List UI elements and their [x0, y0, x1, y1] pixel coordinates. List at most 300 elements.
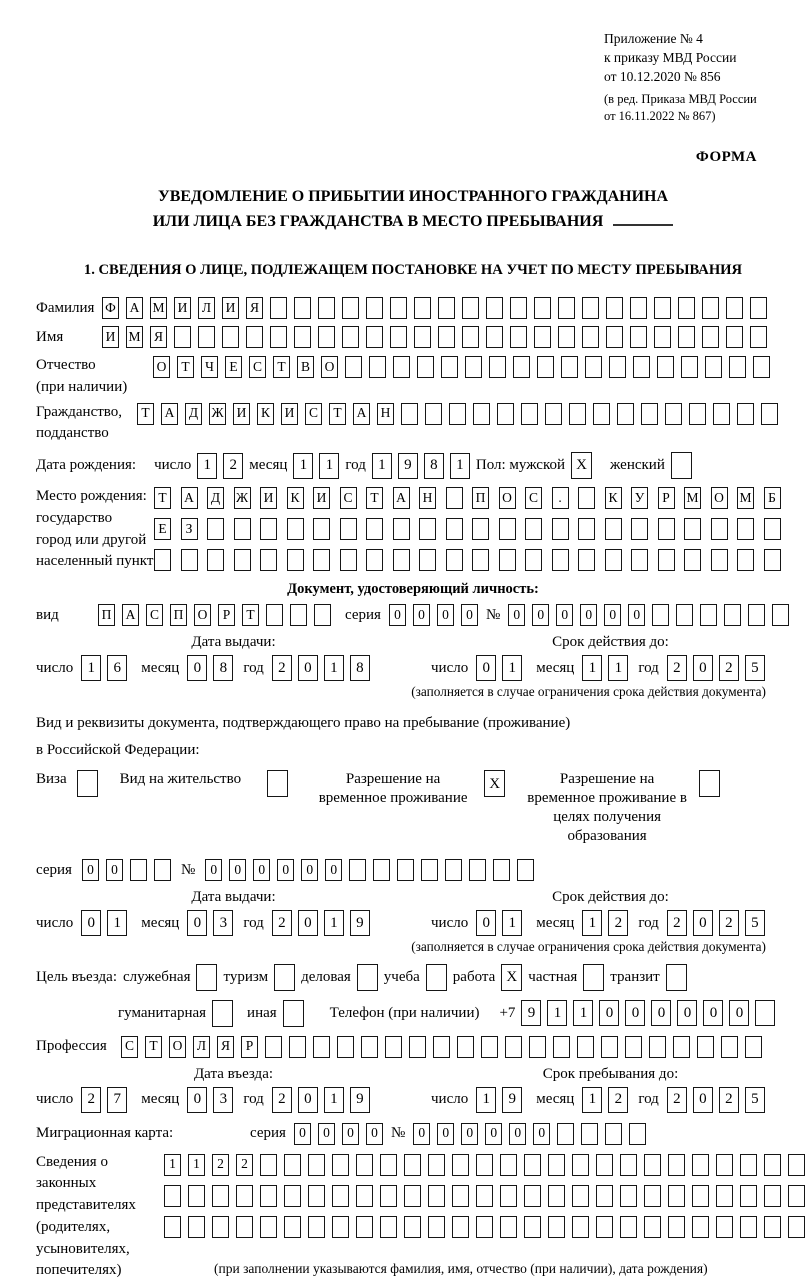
char-cell[interactable]: [476, 1185, 493, 1207]
char-cell[interactable]: [469, 859, 486, 881]
char-cell[interactable]: И: [313, 487, 330, 509]
char-cell[interactable]: 0: [509, 1123, 526, 1145]
temp-residence-edu-checkbox[interactable]: [699, 770, 720, 797]
char-cell[interactable]: [755, 1000, 775, 1026]
mig-number-cells[interactable]: [413, 1123, 646, 1145]
char-cell[interactable]: 2: [212, 1154, 229, 1176]
birthplace-cells-row3[interactable]: [154, 549, 781, 571]
char-cell[interactable]: [524, 1154, 541, 1176]
stay-month-cells[interactable]: [582, 1087, 628, 1113]
char-cell[interactable]: [390, 326, 407, 348]
permit-series-cells[interactable]: [82, 859, 171, 881]
char-cell[interactable]: [438, 297, 455, 319]
id-valid-year-cells[interactable]: [667, 655, 765, 681]
purpose-work-checkbox[interactable]: X: [501, 964, 522, 991]
char-cell[interactable]: [332, 1154, 349, 1176]
char-cell[interactable]: 0: [485, 1123, 502, 1145]
char-cell[interactable]: [313, 549, 330, 571]
char-cell[interactable]: [284, 1216, 301, 1238]
visa-checkbox[interactable]: [77, 770, 98, 797]
char-cell[interactable]: [713, 403, 730, 425]
legal-reps-cells-row3[interactable]: [164, 1216, 805, 1238]
char-cell[interactable]: [462, 297, 479, 319]
char-cell[interactable]: [534, 297, 551, 319]
char-cell[interactable]: [446, 549, 463, 571]
char-cell[interactable]: [332, 1216, 349, 1238]
char-cell[interactable]: 0: [187, 1087, 207, 1113]
char-cell[interactable]: [609, 356, 626, 378]
char-cell[interactable]: 2: [719, 910, 739, 936]
char-cell[interactable]: Д: [185, 403, 202, 425]
char-cell[interactable]: [524, 1185, 541, 1207]
char-cell[interactable]: А: [161, 403, 178, 425]
char-cell[interactable]: [164, 1185, 181, 1207]
birthplace-cells-row1[interactable]: [154, 487, 781, 509]
char-cell[interactable]: [572, 1154, 589, 1176]
char-cell[interactable]: [337, 1036, 354, 1058]
char-cell[interactable]: [445, 859, 462, 881]
id-valid-month-cells[interactable]: [582, 655, 628, 681]
char-cell[interactable]: [630, 297, 647, 319]
stay-day-cells[interactable]: [476, 1087, 522, 1113]
char-cell[interactable]: О: [711, 487, 728, 509]
char-cell[interactable]: 2: [719, 655, 739, 681]
char-cell[interactable]: [740, 1185, 757, 1207]
char-cell[interactable]: [414, 326, 431, 348]
char-cell[interactable]: 0: [366, 1123, 383, 1145]
char-cell[interactable]: [207, 518, 224, 540]
char-cell[interactable]: 0: [187, 655, 207, 681]
char-cell[interactable]: [692, 1216, 709, 1238]
char-cell[interactable]: 2: [272, 655, 292, 681]
char-cell[interactable]: [486, 297, 503, 319]
char-cell[interactable]: 1: [502, 655, 522, 681]
char-cell[interactable]: [721, 1036, 738, 1058]
char-cell[interactable]: [500, 1216, 517, 1238]
char-cell[interactable]: [737, 549, 754, 571]
birth-month-cells[interactable]: [293, 453, 339, 479]
char-cell[interactable]: [414, 297, 431, 319]
id-valid-day-cells[interactable]: [476, 655, 522, 681]
char-cell[interactable]: 0: [461, 604, 478, 626]
char-cell[interactable]: Я: [217, 1036, 234, 1058]
permit-issue-month-cells[interactable]: [187, 910, 233, 936]
char-cell[interactable]: [716, 1154, 733, 1176]
char-cell[interactable]: [561, 356, 578, 378]
char-cell[interactable]: 0: [413, 1123, 430, 1145]
char-cell[interactable]: [631, 518, 648, 540]
char-cell[interactable]: [342, 297, 359, 319]
char-cell[interactable]: Е: [225, 356, 242, 378]
char-cell[interactable]: [265, 1036, 282, 1058]
char-cell[interactable]: Д: [207, 487, 224, 509]
id-issue-year-cells[interactable]: [272, 655, 370, 681]
char-cell[interactable]: [633, 356, 650, 378]
char-cell[interactable]: 0: [532, 604, 549, 626]
char-cell[interactable]: [294, 326, 311, 348]
char-cell[interactable]: 0: [677, 1000, 697, 1026]
char-cell[interactable]: [401, 403, 418, 425]
id-series-cells[interactable]: [389, 604, 478, 626]
char-cell[interactable]: [500, 1154, 517, 1176]
char-cell[interactable]: [534, 326, 551, 348]
char-cell[interactable]: 1: [324, 1087, 344, 1113]
birth-year-cells[interactable]: [372, 453, 470, 479]
char-cell[interactable]: Т: [137, 403, 154, 425]
char-cell[interactable]: [481, 1036, 498, 1058]
id-number-cells[interactable]: [508, 604, 789, 626]
purpose-other-checkbox[interactable]: [283, 1000, 304, 1027]
char-cell[interactable]: 1: [164, 1154, 181, 1176]
char-cell[interactable]: [593, 403, 610, 425]
char-cell[interactable]: [361, 1036, 378, 1058]
char-cell[interactable]: .: [552, 487, 569, 509]
char-cell[interactable]: [236, 1216, 253, 1238]
char-cell[interactable]: [188, 1185, 205, 1207]
char-cell[interactable]: [174, 326, 191, 348]
char-cell[interactable]: [510, 297, 527, 319]
id-issue-day-cells[interactable]: [81, 655, 127, 681]
char-cell[interactable]: [428, 1185, 445, 1207]
char-cell[interactable]: 0: [533, 1123, 550, 1145]
char-cell[interactable]: [596, 1154, 613, 1176]
char-cell[interactable]: [236, 1185, 253, 1207]
char-cell[interactable]: Т: [154, 487, 171, 509]
char-cell[interactable]: 2: [667, 910, 687, 936]
char-cell[interactable]: [510, 326, 527, 348]
char-cell[interactable]: [446, 487, 463, 509]
char-cell[interactable]: [673, 1036, 690, 1058]
char-cell[interactable]: [569, 403, 586, 425]
char-cell[interactable]: [287, 549, 304, 571]
char-cell[interactable]: [596, 1185, 613, 1207]
char-cell[interactable]: С: [121, 1036, 138, 1058]
char-cell[interactable]: 0: [298, 655, 318, 681]
char-cell[interactable]: Т: [366, 487, 383, 509]
char-cell[interactable]: 0: [651, 1000, 671, 1026]
char-cell[interactable]: [692, 1185, 709, 1207]
char-cell[interactable]: [290, 604, 307, 626]
char-cell[interactable]: [446, 518, 463, 540]
char-cell[interactable]: [745, 1036, 762, 1058]
char-cell[interactable]: [605, 549, 622, 571]
id-issue-month-cells[interactable]: [187, 655, 233, 681]
char-cell[interactable]: [753, 356, 770, 378]
birth-day-cells[interactable]: [197, 453, 243, 479]
char-cell[interactable]: [524, 1216, 541, 1238]
char-cell[interactable]: [198, 326, 215, 348]
char-cell[interactable]: [652, 604, 669, 626]
char-cell[interactable]: [537, 356, 554, 378]
char-cell[interactable]: 0: [298, 910, 318, 936]
char-cell[interactable]: [582, 297, 599, 319]
char-cell[interactable]: [404, 1154, 421, 1176]
char-cell[interactable]: [340, 518, 357, 540]
char-cell[interactable]: [529, 1036, 546, 1058]
char-cell[interactable]: [486, 326, 503, 348]
char-cell[interactable]: Н: [419, 487, 436, 509]
char-cell[interactable]: 0: [461, 1123, 478, 1145]
char-cell[interactable]: [308, 1216, 325, 1238]
char-cell[interactable]: [473, 403, 490, 425]
char-cell[interactable]: 3: [213, 910, 233, 936]
purpose-study-checkbox[interactable]: [426, 964, 447, 991]
char-cell[interactable]: 0: [729, 1000, 749, 1026]
char-cell[interactable]: [393, 518, 410, 540]
char-cell[interactable]: [438, 326, 455, 348]
char-cell[interactable]: [452, 1216, 469, 1238]
char-cell[interactable]: Т: [177, 356, 194, 378]
char-cell[interactable]: П: [98, 604, 115, 626]
char-cell[interactable]: [234, 518, 251, 540]
char-cell[interactable]: [356, 1185, 373, 1207]
char-cell[interactable]: П: [170, 604, 187, 626]
char-cell[interactable]: [697, 1036, 714, 1058]
char-cell[interactable]: [657, 356, 674, 378]
char-cell[interactable]: [678, 297, 695, 319]
char-cell[interactable]: [499, 549, 516, 571]
permit-valid-month-cells[interactable]: [582, 910, 628, 936]
char-cell[interactable]: 1: [582, 910, 602, 936]
char-cell[interactable]: [397, 859, 414, 881]
char-cell[interactable]: [366, 326, 383, 348]
char-cell[interactable]: [369, 356, 386, 378]
char-cell[interactable]: М: [737, 487, 754, 509]
char-cell[interactable]: [582, 326, 599, 348]
char-cell[interactable]: Р: [218, 604, 235, 626]
char-cell[interactable]: [625, 1036, 642, 1058]
char-cell[interactable]: У: [631, 487, 648, 509]
char-cell[interactable]: [465, 356, 482, 378]
char-cell[interactable]: [417, 356, 434, 378]
char-cell[interactable]: 2: [719, 1087, 739, 1113]
char-cell[interactable]: О: [194, 604, 211, 626]
char-cell[interactable]: [630, 326, 647, 348]
char-cell[interactable]: [711, 549, 728, 571]
char-cell[interactable]: [676, 604, 693, 626]
char-cell[interactable]: [525, 549, 542, 571]
surname-cells[interactable]: [102, 297, 767, 319]
char-cell[interactable]: 5: [745, 655, 765, 681]
char-cell[interactable]: [577, 1036, 594, 1058]
char-cell[interactable]: 0: [604, 604, 621, 626]
char-cell[interactable]: 0: [476, 655, 496, 681]
char-cell[interactable]: 0: [298, 1087, 318, 1113]
char-cell[interactable]: [476, 1216, 493, 1238]
char-cell[interactable]: Т: [145, 1036, 162, 1058]
char-cell[interactable]: [393, 549, 410, 571]
char-cell[interactable]: 2: [608, 910, 628, 936]
char-cell[interactable]: [441, 356, 458, 378]
char-cell[interactable]: [764, 549, 781, 571]
char-cell[interactable]: 1: [476, 1087, 496, 1113]
char-cell[interactable]: [404, 1216, 421, 1238]
char-cell[interactable]: [558, 326, 575, 348]
char-cell[interactable]: К: [287, 487, 304, 509]
char-cell[interactable]: 7: [107, 1087, 127, 1113]
char-cell[interactable]: [578, 487, 595, 509]
char-cell[interactable]: 0: [277, 859, 294, 881]
char-cell[interactable]: [489, 356, 506, 378]
char-cell[interactable]: [631, 549, 648, 571]
char-cell[interactable]: 0: [342, 1123, 359, 1145]
char-cell[interactable]: [472, 518, 489, 540]
char-cell[interactable]: [572, 1185, 589, 1207]
char-cell[interactable]: [342, 326, 359, 348]
char-cell[interactable]: 2: [667, 655, 687, 681]
char-cell[interactable]: [548, 1185, 565, 1207]
char-cell[interactable]: [665, 403, 682, 425]
char-cell[interactable]: 1: [293, 453, 313, 479]
char-cell[interactable]: [366, 518, 383, 540]
char-cell[interactable]: 1: [582, 655, 602, 681]
char-cell[interactable]: [366, 297, 383, 319]
char-cell[interactable]: [390, 297, 407, 319]
char-cell[interactable]: 0: [413, 604, 430, 626]
char-cell[interactable]: К: [605, 487, 622, 509]
char-cell[interactable]: А: [181, 487, 198, 509]
char-cell[interactable]: 1: [319, 453, 339, 479]
char-cell[interactable]: [164, 1216, 181, 1238]
char-cell[interactable]: 0: [106, 859, 123, 881]
char-cell[interactable]: [505, 1036, 522, 1058]
char-cell[interactable]: 0: [294, 1123, 311, 1145]
char-cell[interactable]: [340, 549, 357, 571]
char-cell[interactable]: [572, 1216, 589, 1238]
char-cell[interactable]: О: [321, 356, 338, 378]
char-cell[interactable]: 0: [81, 910, 101, 936]
char-cell[interactable]: 1: [608, 655, 628, 681]
sex-male-checkbox[interactable]: X: [571, 452, 592, 479]
citizenship-cells[interactable]: [137, 403, 778, 425]
char-cell[interactable]: [462, 326, 479, 348]
char-cell[interactable]: [668, 1154, 685, 1176]
permit-number-cells[interactable]: [205, 859, 534, 881]
entry-year-cells[interactable]: [272, 1087, 370, 1113]
char-cell[interactable]: О: [499, 487, 516, 509]
char-cell[interactable]: 5: [745, 1087, 765, 1113]
char-cell[interactable]: [737, 403, 754, 425]
char-cell[interactable]: В: [297, 356, 314, 378]
char-cell[interactable]: Т: [242, 604, 259, 626]
char-cell[interactable]: [581, 1123, 598, 1145]
char-cell[interactable]: [764, 518, 781, 540]
char-cell[interactable]: С: [146, 604, 163, 626]
char-cell[interactable]: 0: [693, 655, 713, 681]
purpose-transit-checkbox[interactable]: [666, 964, 687, 991]
char-cell[interactable]: 1: [324, 910, 344, 936]
char-cell[interactable]: [356, 1216, 373, 1238]
char-cell[interactable]: [764, 1154, 781, 1176]
char-cell[interactable]: [684, 518, 701, 540]
char-cell[interactable]: [601, 1036, 618, 1058]
purpose-humanitarian-checkbox[interactable]: [212, 1000, 233, 1027]
char-cell[interactable]: [678, 326, 695, 348]
char-cell[interactable]: 0: [318, 1123, 335, 1145]
char-cell[interactable]: [740, 1216, 757, 1238]
char-cell[interactable]: [558, 297, 575, 319]
char-cell[interactable]: [578, 549, 595, 571]
char-cell[interactable]: [644, 1185, 661, 1207]
char-cell[interactable]: [513, 356, 530, 378]
char-cell[interactable]: [705, 356, 722, 378]
purpose-tourism-checkbox[interactable]: [274, 964, 295, 991]
char-cell[interactable]: [452, 1185, 469, 1207]
char-cell[interactable]: [260, 549, 277, 571]
char-cell[interactable]: [476, 1154, 493, 1176]
permit-valid-day-cells[interactable]: [476, 910, 522, 936]
char-cell[interactable]: 0: [187, 910, 207, 936]
char-cell[interactable]: [497, 403, 514, 425]
char-cell[interactable]: [788, 1216, 805, 1238]
char-cell[interactable]: 2: [608, 1087, 628, 1113]
char-cell[interactable]: Б: [764, 487, 781, 509]
char-cell[interactable]: 0: [693, 1087, 713, 1113]
char-cell[interactable]: [385, 1036, 402, 1058]
char-cell[interactable]: [702, 297, 719, 319]
char-cell[interactable]: [689, 403, 706, 425]
char-cell[interactable]: [545, 403, 562, 425]
char-cell[interactable]: [649, 1036, 666, 1058]
char-cell[interactable]: [428, 1216, 445, 1238]
char-cell[interactable]: М: [684, 487, 701, 509]
char-cell[interactable]: О: [153, 356, 170, 378]
char-cell[interactable]: [641, 403, 658, 425]
phone-cells[interactable]: [521, 1000, 775, 1026]
char-cell[interactable]: [207, 549, 224, 571]
char-cell[interactable]: [684, 549, 701, 571]
char-cell[interactable]: [740, 1154, 757, 1176]
char-cell[interactable]: Т: [329, 403, 346, 425]
char-cell[interactable]: [154, 549, 171, 571]
char-cell[interactable]: [764, 1185, 781, 1207]
char-cell[interactable]: [188, 1216, 205, 1238]
char-cell[interactable]: [620, 1185, 637, 1207]
char-cell[interactable]: 1: [324, 655, 344, 681]
char-cell[interactable]: [260, 1216, 277, 1238]
char-cell[interactable]: [617, 403, 634, 425]
char-cell[interactable]: 0: [476, 910, 496, 936]
char-cell[interactable]: [356, 1154, 373, 1176]
char-cell[interactable]: И: [222, 297, 239, 319]
char-cell[interactable]: 1: [582, 1087, 602, 1113]
char-cell[interactable]: [373, 859, 390, 881]
char-cell[interactable]: [724, 604, 741, 626]
char-cell[interactable]: 1: [197, 453, 217, 479]
char-cell[interactable]: [548, 1216, 565, 1238]
permit-issue-day-cells[interactable]: [81, 910, 127, 936]
char-cell[interactable]: [222, 326, 239, 348]
permit-issue-year-cells[interactable]: [272, 910, 370, 936]
profession-cells[interactable]: [121, 1036, 762, 1058]
char-cell[interactable]: [681, 356, 698, 378]
char-cell[interactable]: 6: [107, 655, 127, 681]
char-cell[interactable]: [629, 1123, 646, 1145]
char-cell[interactable]: [212, 1216, 229, 1238]
char-cell[interactable]: 0: [437, 604, 454, 626]
char-cell[interactable]: [419, 549, 436, 571]
char-cell[interactable]: [393, 356, 410, 378]
char-cell[interactable]: 2: [81, 1087, 101, 1113]
char-cell[interactable]: [287, 518, 304, 540]
char-cell[interactable]: [404, 1185, 421, 1207]
char-cell[interactable]: 0: [253, 859, 270, 881]
char-cell[interactable]: [500, 1185, 517, 1207]
char-cell[interactable]: [428, 1154, 445, 1176]
char-cell[interactable]: [425, 403, 442, 425]
char-cell[interactable]: 0: [325, 859, 342, 881]
char-cell[interactable]: Т: [273, 356, 290, 378]
